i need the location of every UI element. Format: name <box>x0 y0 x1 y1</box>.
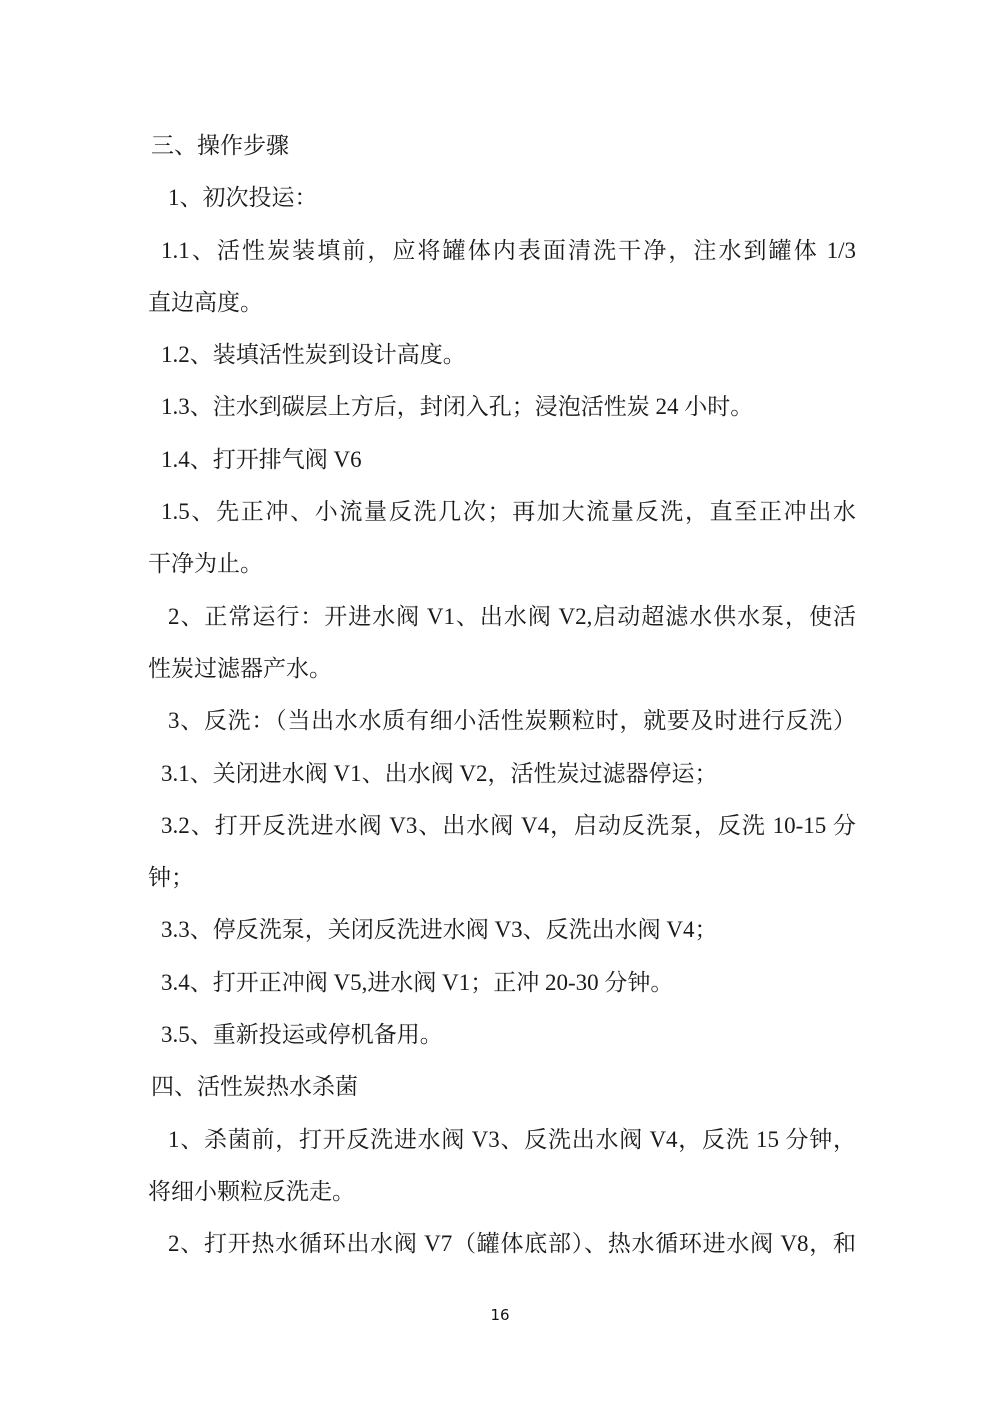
text-line: 2、打开热水循环出水阀 V7（罐体底部）、热水循环进水阀 V8，和 <box>168 1231 856 1257</box>
page-number: 16 <box>490 1306 510 1324</box>
text-line: 四、活性炭热水杀菌 <box>151 1074 358 1100</box>
text-line: 3.4、打开正冲阀 V5,进水阀 V1；正冲 20-30 分钟。 <box>161 969 674 995</box>
text-line: 干净为止。 <box>148 551 263 577</box>
document-body <box>148 120 856 1271</box>
text-line: 钟； <box>148 865 194 891</box>
text-line: 将细小颗粒反洗走。 <box>148 1178 355 1204</box>
text-line: 1.1、活性炭装填前，应将罐体内表面清洗干净，注水到罐体 1/3 <box>161 237 856 263</box>
text-line: 2、正常运行：开进水阀 V1、出水阀 V2,启动超滤水供水泵，使活 <box>168 603 856 629</box>
text-line: 1、初次投运： <box>168 185 318 211</box>
text-line: 3.1、关闭进水阀 V1、出水阀 V2，活性炭过滤器停运； <box>161 760 718 786</box>
text-line: 1.3、注水到碳层上方后，封闭入孔；浸泡活性炭 24 小时。 <box>161 394 754 420</box>
text-line: 3、反洗：（当出水水质有细小活性炭颗粒时，就要及时进行反洗） <box>168 708 856 734</box>
text-line: 直边高度。 <box>148 289 263 315</box>
text-line: 1.2、装填活性炭到设计高度。 <box>161 342 466 368</box>
text-line: 三、操作步骤 <box>151 133 289 158</box>
text-line: 性炭过滤器产水。 <box>148 655 332 681</box>
text-line: 3.3、停反洗泵，关闭反洗进水阀 V3、反洗出水阀 V4； <box>161 917 718 943</box>
text-line: 1.5、先正冲、小流量反洗几次；再加大流量反洗，直至正冲出水 <box>161 499 856 525</box>
text-line: 3.5、重新投运或停机备用。 <box>161 1022 443 1048</box>
text-line: 1.4、打开排气阀 V6 <box>161 446 362 472</box>
text-line: 1、杀菌前，打开反洗进水阀 V3、反洗出水阀 V4，反洗 15 分钟， <box>168 1126 856 1152</box>
text-line: 3.2、打开反洗进水阀 V3、出水阀 V4，启动反洗泵，反洗 10-15 分 <box>161 812 856 838</box>
